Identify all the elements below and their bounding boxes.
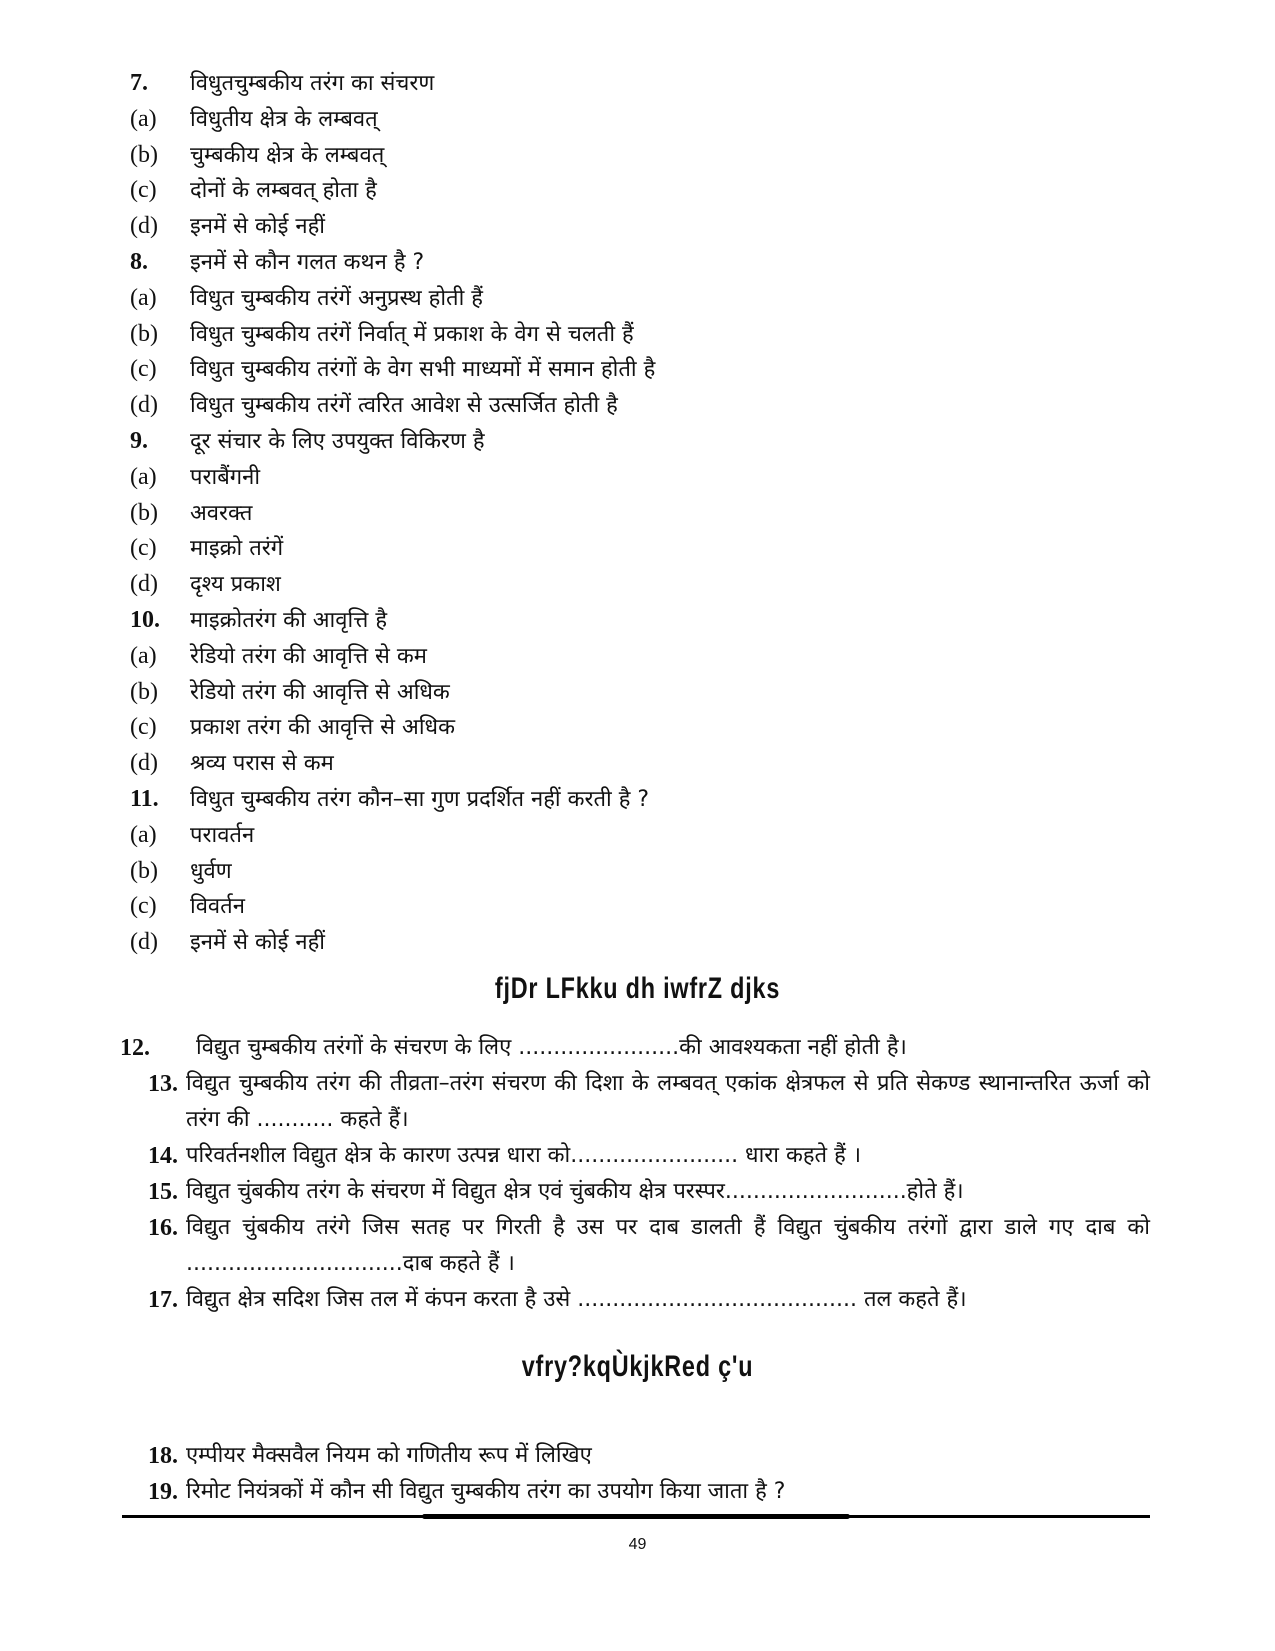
item-number: 14. bbox=[148, 1143, 178, 1169]
option-text: अवरक्त bbox=[190, 500, 253, 526]
option-text: श्रव्य परास से कम bbox=[190, 751, 334, 777]
option-label: (a) bbox=[130, 463, 157, 490]
option-label: (b) bbox=[130, 499, 158, 526]
option-text: माइक्रो तरंगें bbox=[190, 536, 284, 562]
option-row bbox=[130, 567, 1130, 603]
fill-item bbox=[120, 1066, 1150, 1138]
option-label: (a) bbox=[130, 284, 157, 311]
option-label: (a) bbox=[130, 642, 157, 669]
question-number: 8. bbox=[130, 248, 148, 275]
mcq-list bbox=[130, 66, 1130, 961]
option-text: पराबैंगनी bbox=[190, 464, 261, 490]
question-number: 10. bbox=[130, 606, 160, 633]
item-text: विद्युत चुंबकीय तरंग के संचरण में विद्युत क्षेत्र एवं चुंबकीय क्षेत्र परस्पर..........................होते हैं। bbox=[186, 1179, 964, 1204]
option-row bbox=[130, 209, 1130, 245]
option-label: (b) bbox=[130, 141, 158, 168]
option-row bbox=[130, 173, 1130, 209]
option-text: दोनों के लम्बवत् होता है bbox=[190, 178, 377, 204]
question-number: 9. bbox=[130, 427, 148, 454]
question-row bbox=[130, 66, 1130, 102]
option-label: (a) bbox=[130, 821, 157, 848]
option-row bbox=[130, 317, 1130, 353]
section-heading-fill-blanks: fjDr LFkku dh iwfrZ djks bbox=[494, 972, 781, 1005]
item-number: 17. bbox=[148, 1287, 178, 1313]
section-heading-short-answer: vfry?kqÙkjkRed ç'u bbox=[521, 1350, 754, 1383]
option-label: (d) bbox=[130, 571, 158, 598]
option-text: विधुत चुम्बकीय तरंगें अनुप्रस्थ होती हैं bbox=[190, 285, 483, 311]
item-text: विद्युत क्षेत्र सदिश जिस तल में कंपन करता है उसे ........................................ तल कहते हैं। bbox=[186, 1287, 967, 1312]
option-row bbox=[130, 460, 1130, 496]
option-row bbox=[130, 925, 1130, 961]
option-text: परावर्तन bbox=[190, 822, 255, 848]
option-text: विधुत चुम्बकीय तरंगें त्वरित आवेश से उत्सर्जित होती है bbox=[190, 393, 618, 419]
option-text: रेडियो तरंग की आवृत्ति से कम bbox=[190, 643, 427, 669]
option-label: (c) bbox=[130, 893, 157, 920]
footer-rule bbox=[122, 1515, 1150, 1518]
option-row bbox=[130, 388, 1130, 424]
item-text: विद्युत चुंबकीय तरंगे जिस सतह पर गिरती है उस पर दाब डालती हैं विद्युत चुंबकीय तरंगों द्वारा डाले गए दाब को ...............................दाब कहते हैं । bbox=[186, 1215, 1150, 1276]
question-text: इनमें से कौन गलत कथन है ? bbox=[190, 249, 425, 275]
short-item bbox=[148, 1438, 1148, 1474]
option-row bbox=[130, 675, 1130, 711]
option-row bbox=[130, 102, 1130, 138]
item-number: 13. bbox=[148, 1071, 178, 1097]
option-label: (a) bbox=[130, 105, 157, 132]
option-text: इनमें से कोई नहीं bbox=[190, 930, 326, 956]
option-row bbox=[130, 889, 1130, 925]
option-text: विधुत चुम्बकीय तरंगों के वेग सभी माध्यमों में समान होती है bbox=[190, 357, 656, 383]
option-text: रेडियो तरंग की आवृत्ति से अधिक bbox=[190, 679, 450, 705]
option-label: (c) bbox=[130, 535, 157, 562]
option-text: विधुतीय क्षेत्र के लम्बवत् bbox=[190, 106, 378, 132]
option-row bbox=[130, 281, 1130, 317]
option-row bbox=[130, 854, 1130, 890]
item-text: रिमोट नियंत्रकों में कौन सी विद्युत चुम्बकीय तरंग का उपयोग किया जाता है ? bbox=[186, 1479, 786, 1504]
fill-item bbox=[120, 1210, 1150, 1282]
short-answer-list bbox=[148, 1438, 1148, 1510]
option-label: (c) bbox=[130, 714, 157, 741]
short-item bbox=[148, 1474, 1148, 1510]
question-row bbox=[130, 245, 1130, 281]
option-label: (c) bbox=[130, 356, 157, 383]
question-text: विधुत चुम्बकीय तरंग कौन–सा गुण प्रदर्शित नहीं करती है ? bbox=[190, 786, 650, 812]
question-number: 7. bbox=[130, 70, 148, 96]
option-label: (d) bbox=[130, 929, 158, 956]
question-text: माइक्रोतरंग की आवृत्ति है bbox=[190, 607, 388, 633]
fill-item bbox=[120, 1174, 1150, 1210]
fill-item bbox=[120, 1282, 1150, 1318]
fill-blanks-list bbox=[120, 1030, 1150, 1318]
option-text: विधुत चुम्बकीय तरंगें निर्वात् में प्रकाश के वेग से चलती हैं bbox=[190, 321, 634, 347]
option-label: (b) bbox=[130, 857, 158, 884]
item-number: 16. bbox=[148, 1215, 178, 1241]
page-number: 49 bbox=[628, 1536, 647, 1553]
item-text: विद्युत चुम्बकीय तरंगों के संचरण के लिए .......................की आवश्यकता नहीं होती है। bbox=[196, 1035, 907, 1060]
option-label: (b) bbox=[130, 678, 158, 705]
question-row bbox=[130, 424, 1130, 460]
item-number: 18. bbox=[148, 1443, 178, 1469]
question-row bbox=[130, 603, 1130, 639]
item-text: परिवर्तनशील विद्युत क्षेत्र के कारण उत्पन्न धारा को........................ धारा कहते हैं । bbox=[186, 1143, 862, 1168]
option-text: प्रकाश तरंग की आवृत्ति से अधिक bbox=[190, 715, 455, 741]
option-text: धुर्वण bbox=[190, 858, 232, 884]
question-text: दूर संचार के लिए उपयुक्त विकिरण है bbox=[190, 428, 485, 454]
question-number: 11. bbox=[130, 785, 159, 812]
item-text: एम्पीयर मैक्सवैल नियम को गणितीय रूप में लिखिए bbox=[186, 1443, 592, 1468]
option-label: (d) bbox=[130, 213, 158, 240]
fill-item bbox=[120, 1030, 1150, 1066]
item-number: 19. bbox=[148, 1479, 178, 1505]
option-text: चुम्बकीय क्षेत्र के लम्बवत् bbox=[190, 142, 385, 168]
item-number: 12. bbox=[120, 1035, 150, 1061]
option-label: (d) bbox=[130, 750, 158, 777]
item-number: 15. bbox=[148, 1179, 178, 1205]
option-label: (d) bbox=[130, 392, 158, 419]
question-text: विधुतचुम्बकीय तरंग का संचरण bbox=[190, 71, 435, 96]
option-text: दृश्य प्रकाश bbox=[190, 572, 281, 598]
option-row bbox=[130, 746, 1130, 782]
option-text: विवर्तन bbox=[190, 894, 245, 920]
option-label: (b) bbox=[130, 320, 158, 347]
option-row bbox=[130, 710, 1130, 746]
option-row bbox=[130, 352, 1130, 388]
fill-item bbox=[120, 1138, 1150, 1174]
item-text: विद्युत चुम्बकीय तरंग की तीव्रता–तरंग संचरण की दिशा के लम्बवत् एकांक क्षेत्रफल से प्रति सेकण्ड स्थानान्तरित ऊर्जा को तरंग की ........... कहते हैं। bbox=[186, 1071, 1150, 1132]
option-row bbox=[130, 531, 1130, 567]
option-row bbox=[130, 138, 1130, 174]
option-label: (c) bbox=[130, 177, 157, 204]
option-text: इनमें से कोई नहीं bbox=[190, 214, 326, 240]
option-row bbox=[130, 818, 1130, 854]
option-row bbox=[130, 496, 1130, 532]
question-row bbox=[130, 782, 1130, 818]
option-row bbox=[130, 639, 1130, 675]
